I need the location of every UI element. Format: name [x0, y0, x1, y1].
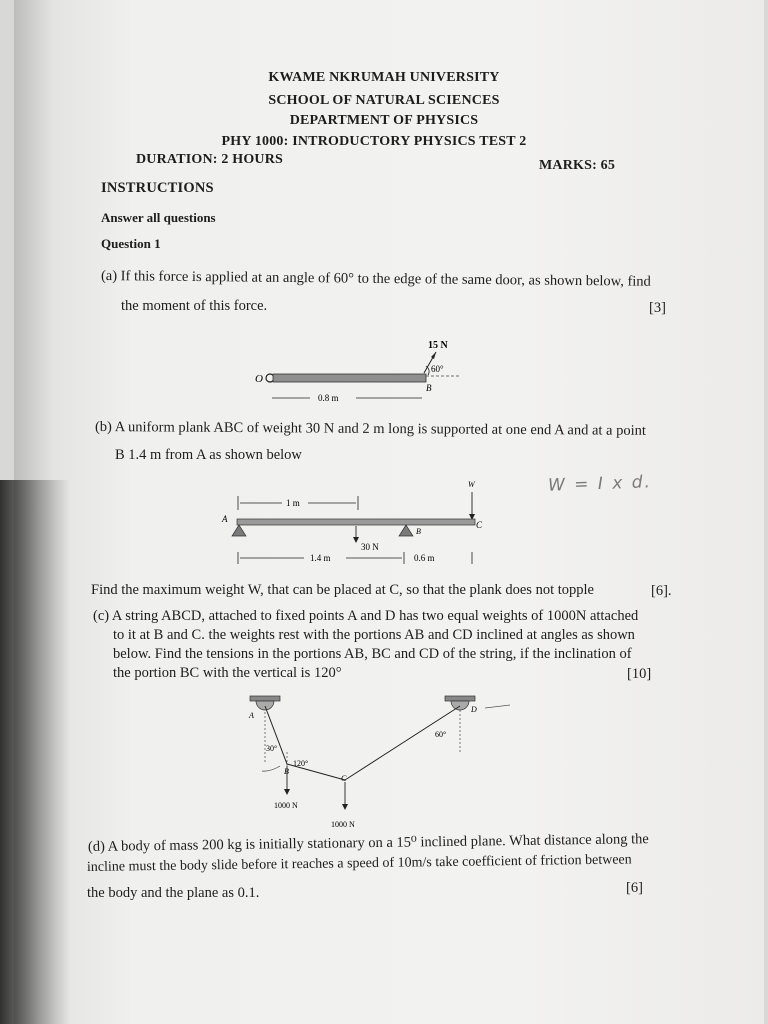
fig-b-w: W — [468, 480, 475, 489]
q1a-marks: [3] — [649, 300, 666, 316]
duration: DURATION: 2 HOURS — [136, 152, 284, 167]
school-name: SCHOOL OF NATURAL SCIENCES — [268, 93, 500, 108]
q1d-line2: incline must the body slide before it reaches a speed of 10m/s take coefficient of friction between — [86, 852, 632, 875]
fig-c-ceiling-a — [250, 696, 280, 701]
q1b-line2: B 1.4 m from A as shown below — [115, 447, 302, 463]
q1d-line1: (d) A body of mass 200 kg is initially stationary on a 15⁰ inclined plane. What distance along the — [87, 831, 649, 855]
q1b-marks: [6]. — [651, 583, 672, 599]
fig-c-angle60: 60° — [435, 730, 447, 739]
fig-c-b: B — [284, 767, 289, 776]
fig-c-weight-b: 1000 N — [274, 801, 298, 810]
department-name: DEPARTMENT OF PHYSICS — [289, 113, 479, 128]
figure-door — [250, 335, 470, 410]
fig-c-angle30: 30° — [266, 744, 278, 753]
fig-b-plank — [237, 519, 475, 525]
instructions-title: INSTRUCTIONS — [101, 180, 214, 196]
fig-c-weight-b-arrowhead — [284, 789, 290, 795]
fig-a-angle: 60° — [431, 364, 444, 374]
q1c-line2: to it at B and C. the weights rest with the portions AB and CD inclined at angles as shown — [113, 627, 635, 643]
question-title: Question 1 — [101, 236, 161, 251]
q1b-question: Find the maximum weight W, that can be placed at C, so that the plank does not topple — [91, 582, 594, 598]
fig-b-a: A — [222, 514, 228, 524]
figure-string — [240, 692, 530, 832]
q1d-line3: the body and the plane as 0.1. — [87, 885, 260, 901]
fig-c-a: A — [249, 711, 254, 720]
q1d-marks: [6] — [626, 880, 643, 896]
fig-b-support-a — [232, 525, 246, 536]
q1c-marks: [10] — [627, 666, 652, 682]
fig-c-string-ab — [265, 706, 287, 764]
fig-a-angle-arc — [426, 366, 429, 375]
marks: MARKS: 65 — [539, 158, 616, 173]
fig-c-weight-c-arrowhead — [342, 804, 348, 810]
figure-plank — [220, 476, 500, 576]
fig-b-c: C — [476, 520, 483, 530]
fig-b-weight: 30 N — [361, 542, 379, 552]
fig-b-1m: 1 m — [286, 498, 300, 508]
fig-b-1-4m: 1.4 m — [310, 553, 331, 563]
fig-c-angle120: 120° — [293, 759, 309, 768]
q1a-line1: (a) If this force is applied at an angle of 60° to the edge of the same door, as shown below, find — [100, 268, 651, 290]
q1c-line4: the portion BC with the vertical is 120° — [113, 665, 342, 681]
instructions-text: Answer all questions — [101, 210, 216, 225]
fig-c-ceiling-d — [445, 696, 475, 701]
fig-c-arc-b — [262, 766, 280, 771]
fig-c-pulley-a — [256, 701, 274, 710]
fig-c-c: C — [341, 774, 347, 783]
q1a-line2: the moment of this force. — [121, 298, 268, 314]
fig-c-mark — [485, 705, 510, 708]
q1b-line1: (b) A uniform plank ABC of weight 30 N and 2 m long is supported at one end A and at a point — [94, 419, 646, 439]
course-title: PHY 1000: INTRODUCTORY PHYSICS TEST 2 — [221, 134, 527, 149]
fig-a-b: B — [426, 383, 432, 393]
fig-a-arrowhead — [431, 352, 436, 359]
fig-c-d: D — [471, 705, 477, 714]
handwritten-note: W = I x d. — [547, 472, 653, 496]
fig-a-length: 0.8 m — [318, 393, 339, 403]
page-shadow — [0, 480, 70, 1024]
fig-c-string-cd — [345, 706, 460, 780]
fig-b-0-6m: 0.6 m — [414, 553, 435, 563]
fig-a-door — [273, 374, 426, 382]
fig-b-support-b — [399, 525, 413, 536]
fig-c-weight-c: 1000 N — [331, 820, 355, 829]
fig-a-force: 15 N — [428, 340, 448, 351]
q1c-line1: (c) A string ABCD, attached to fixed points A and D has two equal weights of 1000N attached — [93, 608, 639, 624]
fig-b-weight-arrowhead — [353, 537, 359, 543]
fig-a-o: O — [255, 373, 263, 385]
fig-b-b: B — [416, 527, 421, 536]
university-name: KWAME NKRUMAH UNIVERSITY — [268, 70, 500, 85]
fig-c-pulley-d — [451, 701, 469, 710]
q1c-line3: below. Find the tensions in the portions AB, BC and CD of the string, if the inclination of — [113, 646, 632, 662]
